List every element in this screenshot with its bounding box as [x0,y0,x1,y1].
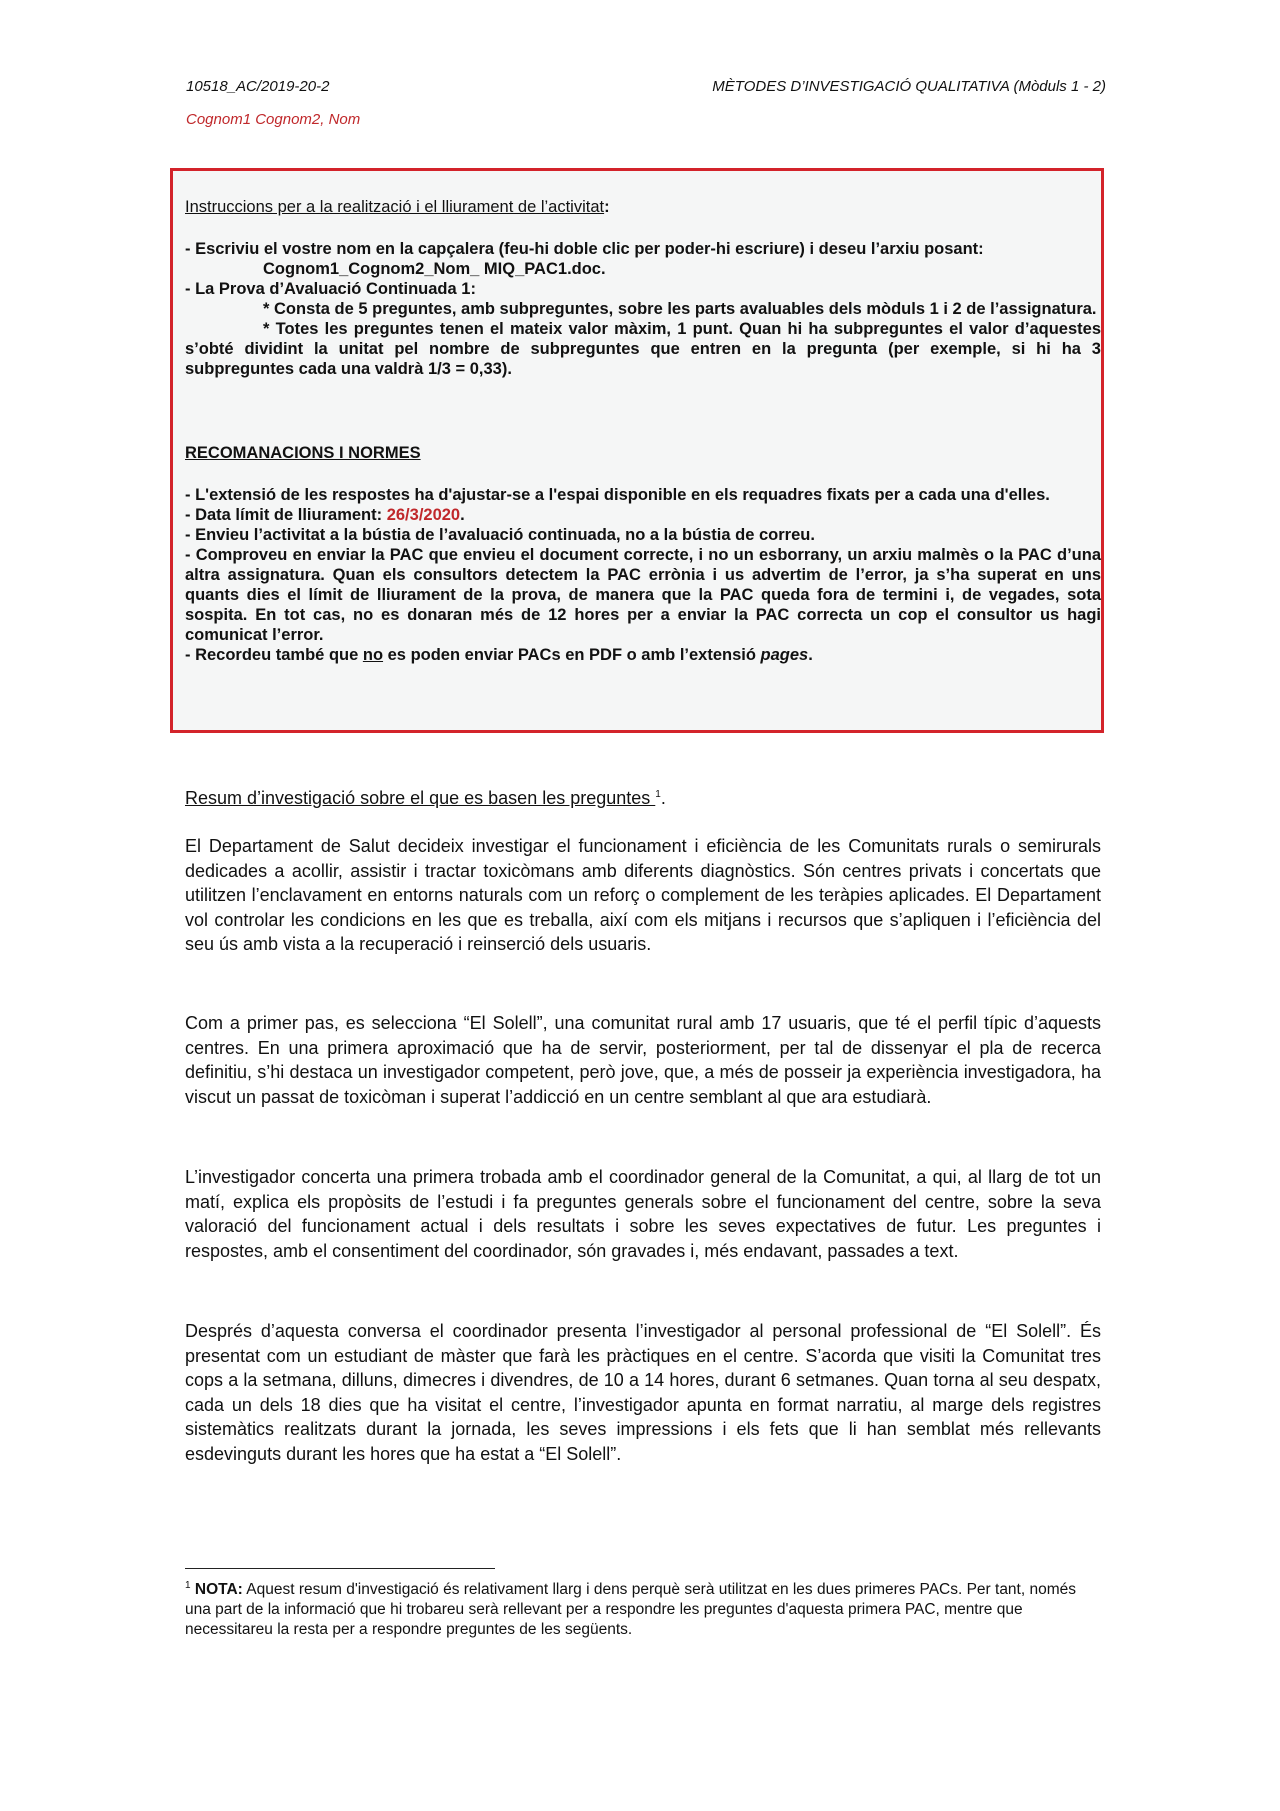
instruction-item: - La Prova d’Avaluació Continuada 1: [185,280,476,298]
instruction-item: - Escriviu el vostre nom en la capçalera (feu-hi doble clic per poder-hi escriure) i deseu l’arxiu posant: [185,240,984,258]
footnote-ref[interactable]: 1 [655,789,661,800]
footnote-separator [185,1568,495,1569]
summary-paragraph: El Departament de Salut decideix investigar el funcionament i eficiència de les Comunitats rurals o semirurals dedicades a acollir, assistir i tractar toxicòmans amb diferents diagnòstics. Són centres privats i concertats que utilitzen l’enclavament en entorns naturals com un reforç o complement de les teràpies aplicades. El Departament vol controlar les condicions en les que es treballa, així com els mitjans i recursos que s’apliquen i l’eficiència del seu ús amb vista a la recuperació i reinserció dels usuaris. [185,836,1101,954]
recommendation-item: - L'extensió de les respostes ha d'ajustar-se a l'espai disponible en els requadres fixats per a cada una d'elles. [185,486,1050,504]
summary-paragraph: Com a primer pas, es selecciona “El Solell”, una comunitat rural amb 17 usuaris, que té el perfil típic d’aquests centres. En una primera aproximació que ha de servir, posteriorment, per tal de dissenyar el pla de recerca definitiu, s’hi destaca un investigador competent, però jove, que, a més de posseir ja experiència investigadora, ha viscut un passat de toxicòman i superat l’addicció en un centre semblant al que ara estudiarà. [185,1013,1101,1107]
instruction-subitem: * Totes les preguntes tenen el mateix valor màxim, 1 punt. Quan hi ha subpreguntes el valor d’aquestes s’obté dividint la unitat pel nombre de subpreguntes que entren en la pregunta (per exemple, si hi ha 3 subpreguntes cada una valdrà 1/3 = 0,33). [185,320,1101,378]
course-title: MÈTODES D’INVESTIGACIÓ QUALITATIVA (Mòduls 1 - 2) [712,78,1106,95]
recommendation-item: - Comproveu en enviar la PAC que envieu el document correcte, i no un esborrany, un arxiu malmès o la PAC d’una altra assignatura. Quan els consultors detectem la PAC errònia i us advertim de l’error, ja s’ha superat en uns quants dies el límit de lliurament de la prova, de manera que la PAC queda fora de termini i, de vegades, sota sospita. En tot cas, no es donaran més de 12 hores per a enviar la PAC correcta un cop el consultor us hagi comunicat l’error. [185,546,1101,644]
deadline-date: 26/3/2020 [386,506,461,524]
instruction-filename: Cognom1_Cognom2_Nom_ MIQ_PAC1.doc. [263,260,606,278]
recommendation-item: - Recordeu també que no es poden enviar PACs en PDF o amb l’extensió pages. [185,646,813,664]
instructions-title: Instruccions per a la realització i el lliurament de l’activitat: [185,198,610,216]
instruction-subitem: * Consta de 5 preguntes, amb subpreguntes, sobre les parts avaluables dels mòduls 1 i 2 de l’assignatura. [263,300,1097,318]
footnote-label: NOTA: [194,1581,243,1598]
footnote [185,1580,1101,1640]
footnote-number: 1 [185,1579,191,1591]
summary-title: Resum d’investigació sobre el que es basen les preguntes $^1$. [185,788,666,808]
summary-paragraph: L’investigador concerta una primera trobada amb el coordinador general de la Comunitat, a qui, al llarg de tot un matí, explica els propòsits de l’estudi i fa preguntes generals sobre el funcionament del centre, sobre la seva valoració del funcionament actual i dels resultats i sobre les seves expectatives de futur. Les preguntes i respostes, amb el consentiment del coordinador, són gravades i, més endavant, passades a text. [185,1167,1101,1261]
recommendations-title: RECOMANACIONS I NORMES [185,444,421,462]
recommendation-item: - Data límit de lliurament: 26/3/2020. [185,506,465,524]
footnote-text: Aquest resum d'investigació és relativament llarg i dens perquè serà utilitzat en les dues primeres PACs. Per tant, només una part de la informació que hi trobareu serà rellevant per a respondre les preguntes d'aquesta primera PAC, mentre que necessitareu la resta per a respondre preguntes de les següents. [185,1581,1076,1638]
document-code: 10518_AC/2019-20-2 [186,78,330,95]
instructions-list [185,239,1101,379]
recommendation-item: - Envieu l’activitat a la bústia de l’avaluació continuada, no a la bústia de correu. [185,526,815,544]
recommendations-list [185,485,1101,665]
student-name-field[interactable]: Cognom1 Cognom2, Nom [186,111,361,128]
summary-paragraph: Després d’aquesta conversa el coordinador presenta l’investigador al personal professional de “El Solell”. És presentat com un estudiant de màster que farà les pràctiques en el centre. S’acorda que visiti la Comunitat tres cops a la setmana, dilluns, dimecres i divendres, de 10 a 14 hores, durant 6 setmanes. Quan torna al seu despatx, cada un dels 18 dies que ha visitat el centre, l’investigador apunta en format narratiu, al marge dels registres sistemàtics realitzats durant la jornada, les seves impressions i els fets que li han semblat més rellevants esdevinguts durant les hores que ha estat a “El Solell”. [185,1321,1101,1464]
